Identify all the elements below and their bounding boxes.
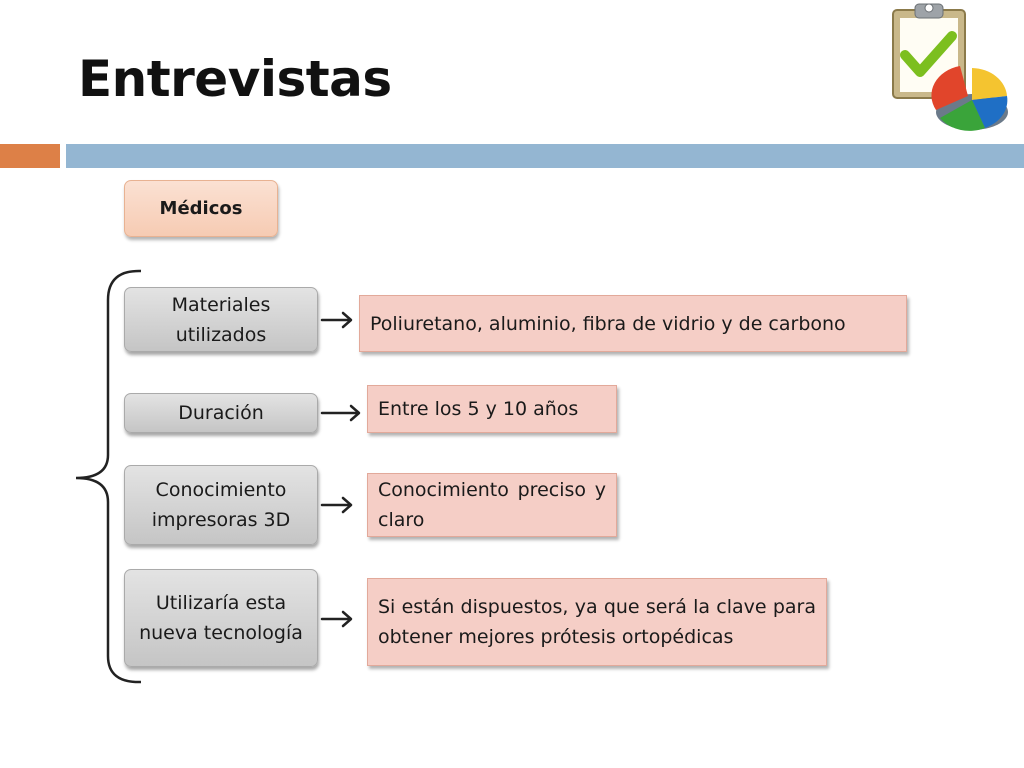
category-label: Utilizaría esta nueva tecnología (139, 592, 303, 644)
answer-text: Conocimiento preciso y claro (378, 479, 606, 531)
category-box-duracion (124, 393, 318, 433)
arrow-1 (322, 313, 351, 327)
category-label: Materiales utilizados (171, 293, 271, 346)
arrow-4 (322, 612, 351, 626)
slide-title: Entrevistas (78, 50, 392, 108)
answer-box-materiales (359, 295, 907, 352)
answer-text: Entre los 5 y 10 años (378, 398, 579, 420)
category-label: Duración (178, 402, 264, 424)
answer-text: Poliuretano, aluminio, fibra de vidrio y de carbono (370, 312, 846, 335)
header-label: Médicos (159, 197, 243, 219)
category-box-materiales (124, 287, 318, 352)
answer-text: Si están dispuestos, ya que será la clave para obtener mejores prótesis ortopédicas (378, 596, 816, 648)
answer-box-utilizaria (367, 578, 827, 666)
answer-box-conocimiento (367, 473, 617, 537)
answer-box-duracion (367, 385, 617, 433)
category-box-utilizaria (124, 569, 318, 667)
category-box-conocimiento (124, 465, 318, 545)
category-label: Conocimiento impresoras 3D (151, 479, 291, 531)
arrow-2 (322, 406, 359, 420)
arrow-3 (322, 498, 351, 512)
